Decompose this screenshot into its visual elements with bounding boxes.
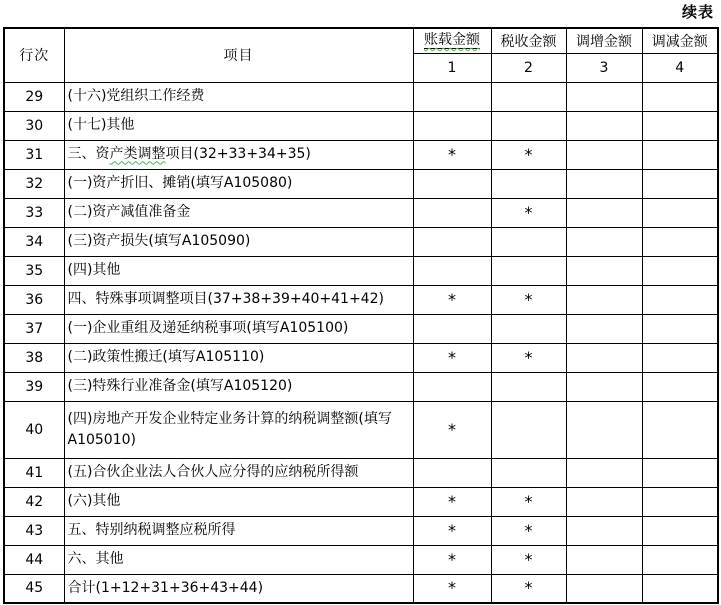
table-row (4, 140, 718, 169)
amount-cell-decrease (642, 401, 718, 458)
amount-cell-book (413, 256, 491, 285)
amount-cell-tax (491, 401, 566, 458)
amount-cell-book: * (413, 516, 491, 545)
header-amount-book (413, 28, 491, 53)
amount-cell-decrease (642, 285, 718, 314)
row-number-cell: 29 (4, 82, 64, 111)
amount-cell-decrease (642, 343, 718, 372)
item-cell: (六)其他 (64, 487, 413, 516)
amount-cell-book (413, 372, 491, 401)
table-row (4, 314, 718, 343)
amount-cell-increase (566, 169, 642, 198)
amount-cell-increase (566, 198, 642, 227)
amount-cell-increase (566, 545, 642, 574)
amount-cell-decrease (642, 314, 718, 343)
amount-cell-decrease (642, 372, 718, 401)
amount-cell-book (413, 169, 491, 198)
amount-cell-decrease (642, 198, 718, 227)
item-cell: (三)特殊行业准备金(填写A105120) (64, 372, 413, 401)
header-amount-decrease: 调减金额 (642, 28, 718, 53)
amount-cell-increase (566, 111, 642, 140)
header-amount-tax: 税收金额 (491, 28, 566, 53)
amount-cell-decrease (642, 256, 718, 285)
row-number-cell: 39 (4, 372, 64, 401)
amount-cell-tax (491, 372, 566, 401)
amount-cell-book: * (413, 140, 491, 169)
table-row (4, 516, 718, 545)
amount-cell-increase (566, 285, 642, 314)
row-number-cell: 40 (4, 401, 64, 458)
table-row (4, 574, 718, 603)
table-row (4, 169, 718, 198)
header-col-number-4: 4 (642, 53, 718, 82)
header-col-number-2: 2 (491, 53, 566, 82)
amount-cell-increase (566, 401, 642, 458)
header-col-number-3: 3 (566, 53, 642, 82)
table-row (4, 458, 718, 487)
amount-cell-increase (566, 372, 642, 401)
row-number-cell: 35 (4, 256, 64, 285)
amount-cell-increase (566, 140, 642, 169)
amount-cell-increase (566, 487, 642, 516)
amount-cell-increase (566, 82, 642, 111)
book-amount-label: 账载金额 (424, 32, 480, 49)
table-header (4, 28, 718, 82)
item-cell: (五)合伙企业法人合伙人应分得的应纳税所得额 (64, 458, 413, 487)
amount-cell-tax: * (491, 140, 566, 169)
row-number-cell: 42 (4, 487, 64, 516)
amount-cell-increase (566, 343, 642, 372)
row-number-cell: 45 (4, 574, 64, 603)
row-number-cell: 44 (4, 545, 64, 574)
table-row (4, 545, 718, 574)
amount-cell-book (413, 314, 491, 343)
amount-cell-tax (491, 314, 566, 343)
table-row (4, 343, 718, 372)
table-row (4, 401, 718, 458)
amount-cell-tax (491, 169, 566, 198)
item-cell: 四、特殊事项调整项目(37+38+39+40+41+42) (64, 285, 413, 314)
table-row (4, 111, 718, 140)
amount-cell-book: * (413, 545, 491, 574)
item-cell: (十六)党组织工作经费 (64, 82, 413, 111)
item-cell: (三)资产损失(填写A105090) (64, 227, 413, 256)
header-amount-increase: 调增金额 (566, 28, 642, 53)
amount-cell-decrease (642, 82, 718, 111)
row-number-cell: 32 (4, 169, 64, 198)
amount-cell-increase (566, 574, 642, 603)
amount-cell-decrease (642, 227, 718, 256)
item-cell: 合计(1+12+31+36+43+44) (64, 574, 413, 603)
amount-cell-tax: * (491, 545, 566, 574)
item-cell: (四)房地产开发企业特定业务计算的纳税调整额(填写A105010) (64, 401, 413, 458)
header-item: 项目 (64, 28, 413, 82)
table-row (4, 198, 718, 227)
amount-cell-decrease (642, 487, 718, 516)
continued-table-label: 续表 (681, 3, 714, 21)
amount-cell-decrease (642, 545, 718, 574)
header-row-number: 行次 (4, 28, 64, 82)
row-number-cell: 41 (4, 458, 64, 487)
header-row-1 (4, 28, 718, 53)
amount-cell-decrease (642, 169, 718, 198)
table-row (4, 256, 718, 285)
item-cell: (二)政策性搬迁(填写A105110) (64, 343, 413, 372)
book-amount-underline (424, 32, 480, 49)
row-number-cell: 38 (4, 343, 64, 372)
table-row (4, 82, 718, 111)
amount-cell-increase (566, 256, 642, 285)
amount-cell-book: * (413, 343, 491, 372)
item-cell: (二)资产减值准备金 (64, 198, 413, 227)
amount-cell-book: * (413, 487, 491, 516)
row-number-cell: 37 (4, 314, 64, 343)
row-number-cell: 31 (4, 140, 64, 169)
amount-cell-tax: * (491, 285, 566, 314)
amount-cell-decrease (642, 140, 718, 169)
amount-cell-book (413, 198, 491, 227)
amount-cell-tax (491, 256, 566, 285)
item-cell: (十七)其他 (64, 111, 413, 140)
amount-cell-book: * (413, 401, 491, 458)
item-cell: 六、其他 (64, 545, 413, 574)
tax-adjustment-table (3, 27, 719, 604)
amount-cell-book (413, 82, 491, 111)
row-number-cell: 30 (4, 111, 64, 140)
amount-cell-tax: * (491, 574, 566, 603)
amount-cell-decrease (642, 458, 718, 487)
item-cell: 三、资产类调整项目(32+33+34+35) (64, 140, 413, 169)
table-body (4, 82, 718, 603)
amount-cell-book (413, 458, 491, 487)
table-row (4, 372, 718, 401)
spellcheck-underline-text: 产类调整 (109, 146, 166, 163)
item-cell: 五、特别纳税调整应税所得 (64, 516, 413, 545)
amount-cell-tax: * (491, 343, 566, 372)
item-cell: (四)其他 (64, 256, 413, 285)
amount-cell-tax: * (491, 198, 566, 227)
row-number-cell: 43 (4, 516, 64, 545)
item-cell: (一)企业重组及递延纳税事项(填写A105100) (64, 314, 413, 343)
header-col-number-1: 1 (413, 53, 491, 82)
amount-cell-book (413, 227, 491, 256)
amount-cell-increase (566, 227, 642, 256)
amount-cell-decrease (642, 516, 718, 545)
amount-cell-decrease (642, 574, 718, 603)
row-number-cell: 33 (4, 198, 64, 227)
amount-cell-tax (491, 458, 566, 487)
amount-cell-increase (566, 314, 642, 343)
amount-cell-tax (491, 227, 566, 256)
amount-cell-increase (566, 516, 642, 545)
amount-cell-book: * (413, 574, 491, 603)
amount-cell-tax (491, 82, 566, 111)
amount-cell-tax: * (491, 516, 566, 545)
amount-cell-tax (491, 111, 566, 140)
table-row (4, 227, 718, 256)
amount-cell-decrease (642, 111, 718, 140)
item-cell: (一)资产折旧、摊销(填写A105080) (64, 169, 413, 198)
amount-cell-increase (566, 458, 642, 487)
table-row (4, 487, 718, 516)
amount-cell-tax: * (491, 487, 566, 516)
row-number-cell: 34 (4, 227, 64, 256)
table-row (4, 285, 718, 314)
row-number-cell: 36 (4, 285, 64, 314)
amount-cell-book (413, 111, 491, 140)
amount-cell-book: * (413, 285, 491, 314)
